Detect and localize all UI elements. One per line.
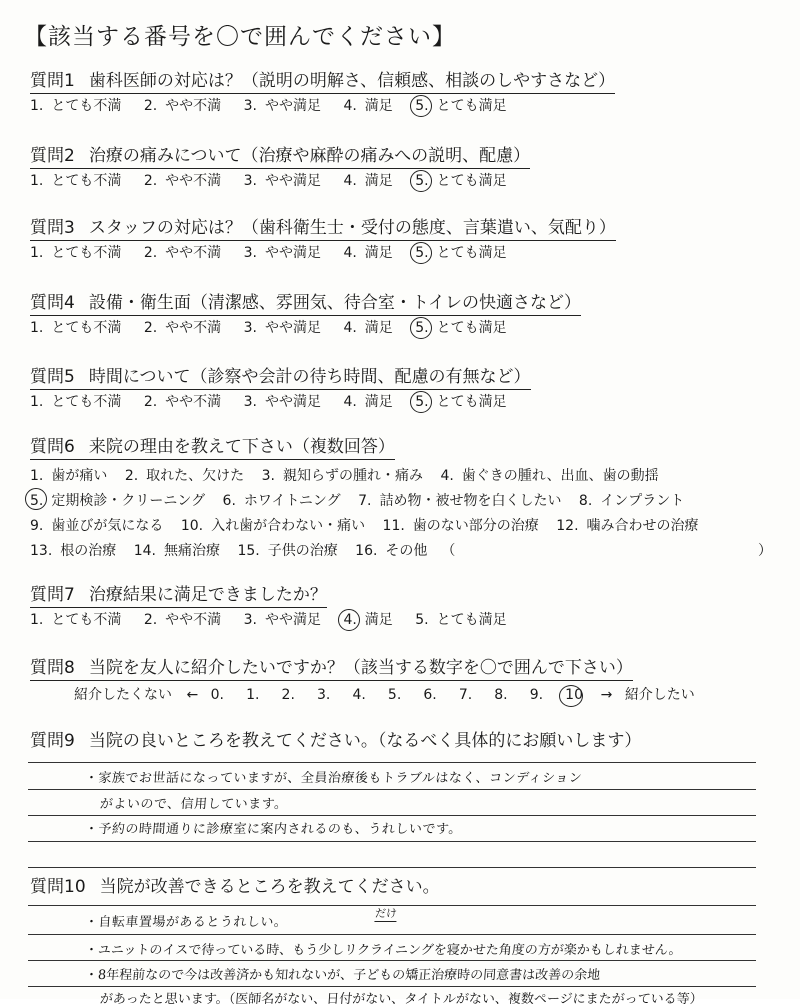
question-2-heading: [30, 145, 530, 169]
question-1-heading: [30, 70, 615, 94]
option-1[interactable]: 1. とても不満: [30, 320, 122, 336]
reason-12[interactable]: 12. 噛み合わせの治療: [556, 518, 699, 534]
question-number: 質問1: [30, 71, 75, 91]
question-6: [30, 436, 772, 564]
rating-options: [30, 243, 616, 263]
handwritten-answer-line: ・ユニットのイスで待っている時、もう少しリクライニングを寝かせた角度の方が楽かもしれません。: [84, 943, 683, 958]
handwritten-answer-line: ・家族でお世話になっていますが、全員治療後もトラブルはなく、コンディション: [84, 771, 583, 786]
scale-point-1[interactable]: 1.: [246, 687, 260, 703]
answer-line: [28, 789, 756, 790]
question-3: [30, 217, 616, 263]
scale-point-3[interactable]: 3.: [317, 687, 331, 703]
question-3-heading: [30, 217, 616, 241]
question-number: 質問3: [30, 218, 75, 238]
reason-7[interactable]: 7. 詰め物・被せ物を白くしたい: [358, 493, 562, 509]
scale-point-7[interactable]: 7.: [458, 687, 473, 703]
option-3[interactable]: 3. やや満足: [243, 394, 321, 410]
reason-9[interactable]: 9. 歯並びが気になる: [30, 518, 164, 534]
option-5[interactable]: 5. とても満足: [415, 612, 507, 628]
question-6-heading: [30, 436, 395, 460]
question-text: 来院の理由を教えて下さい（複数回答）: [88, 437, 395, 457]
question-7: [30, 584, 525, 630]
option-2[interactable]: 2. やや不満: [143, 320, 222, 336]
question-number: 質問9: [30, 731, 75, 751]
option-3[interactable]: 3. やや満足: [243, 245, 321, 261]
question-text: 当院の良いところを教えてください。（なるべく具体的にお願いします）: [88, 731, 642, 751]
option-3[interactable]: 3. やや満足: [243, 98, 321, 114]
scale-point-6[interactable]: 6.: [423, 687, 437, 703]
option-4[interactable]: 4. 満足: [343, 320, 393, 336]
handwritten-answer-line: ・8年程前なので今は改善済かも知れないが、子どもの矯正治療時の同意書は改善の余地: [84, 968, 601, 983]
reason-10[interactable]: 10. 入れ歯が合わない・痛い: [180, 518, 366, 534]
option-5-circled[interactable]: 5. とても満足: [415, 320, 507, 336]
other-paren-close: ）: [758, 543, 772, 559]
question-text: 治療の痛みについて（治療や麻酔の痛みへの説明、配慮）: [88, 146, 531, 166]
rating-options: [30, 318, 581, 338]
option-4[interactable]: 4. 満足: [343, 245, 393, 261]
question-5: [30, 366, 531, 412]
reason-options: [30, 464, 772, 564]
scale-point-10-circled[interactable]: 10: [565, 687, 596, 703]
scale-point-2[interactable]: 2.: [281, 687, 295, 703]
scale-left-label: 紹介したくない: [74, 687, 172, 703]
reason-4[interactable]: 4. 歯ぐきの腫れ、出血、歯の動揺: [440, 468, 659, 484]
answer-line: [28, 762, 756, 763]
rating-options: [30, 392, 531, 412]
question-number: 質問8: [30, 658, 75, 678]
question-5-heading: [30, 366, 531, 390]
option-1[interactable]: 1. とても不満: [30, 245, 122, 261]
left-arrow-icon: ←: [186, 687, 199, 703]
question-9-heading: [30, 730, 641, 753]
reason-5-circled[interactable]: 5. 定期検診・クリーニング: [30, 489, 205, 514]
option-2[interactable]: 2. やや不満: [143, 245, 222, 261]
answer-line: [28, 934, 756, 935]
question-4-heading: [30, 292, 581, 316]
question-text: 設備・衛生面（清潔感、雰囲気、待合室・トイレの快適さなど）: [88, 293, 581, 313]
question-text: 歯科医師の対応は？（説明の明解さ、信頼感、相談のしやすさなど）: [88, 71, 616, 91]
option-2[interactable]: 2. やや不満: [143, 173, 222, 189]
rating-options: [30, 610, 525, 630]
option-2[interactable]: 2. やや不満: [143, 612, 222, 628]
question-10-heading: [30, 876, 440, 899]
reason-row-4: [30, 539, 772, 564]
question-number: 質問5: [30, 367, 75, 387]
question-2: [30, 145, 530, 191]
answer-line: [28, 867, 756, 868]
reason-row-2: [30, 489, 712, 514]
question-number: 質問10: [30, 877, 86, 897]
answer-line: [28, 960, 756, 961]
reason-2[interactable]: 2. 取れた、欠けた: [124, 468, 245, 484]
reason-row-3: [30, 514, 712, 539]
handwritten-answer-line: ・自転車置場があるとうれしい。: [84, 915, 288, 930]
other-paren-open: （: [441, 543, 456, 559]
question-10: [30, 876, 440, 899]
question-8: [30, 657, 633, 681]
option-3[interactable]: 3. やや満足: [243, 320, 321, 336]
reason-13[interactable]: 13. 根の治療: [30, 543, 117, 559]
page-title: 【該当する番号を〇で囲んでください】: [24, 24, 456, 50]
option-5-circled[interactable]: 5. とても満足: [415, 98, 507, 114]
option-1[interactable]: 1. とても不満: [30, 173, 122, 189]
option-1[interactable]: 1. とても不満: [30, 394, 122, 410]
rating-options: [30, 96, 615, 116]
reason-14[interactable]: 14. 無痛治療: [133, 543, 220, 559]
rating-options: [30, 171, 530, 191]
scale-point-0[interactable]: 0.: [210, 687, 224, 703]
reason-15[interactable]: 15. 子供の治療: [237, 543, 338, 559]
reason-row-1: [30, 464, 712, 489]
handwritten-answer-line: がよいので、信用しています。: [99, 797, 289, 812]
answer-line: [28, 815, 756, 816]
reason-6[interactable]: 6. ホワイトニング: [222, 493, 341, 509]
question-4: [30, 292, 581, 338]
option-2[interactable]: 2. やや不満: [143, 394, 222, 410]
question-number: 質問6: [30, 437, 75, 457]
question-text: 時間について（診察や会計の待ち時間、配慮の有無など）: [88, 367, 531, 387]
question-number: 質問2: [30, 146, 75, 166]
option-4[interactable]: 4. 満足: [343, 173, 393, 189]
scale-point-4[interactable]: 4.: [352, 687, 366, 703]
question-1: [30, 70, 615, 116]
question-text: 当院を友人に紹介したいですか？（該当する数字を〇で囲んで下さい）: [88, 658, 633, 678]
reason-1[interactable]: 1. 歯が痛い: [30, 468, 108, 484]
question-text: スタッフの対応は？（歯科衛生士・受付の態度、言葉遣い、気配り）: [88, 218, 616, 238]
scale-point-5[interactable]: 5.: [387, 687, 402, 703]
option-3[interactable]: 3. やや満足: [243, 173, 321, 189]
handwritten-answer-line: があったと思います。（医師名がない、日付がない、タイトルがない、複数ページにまたがっている等）: [99, 992, 704, 1007]
option-5-circled[interactable]: 5. とても満足: [415, 394, 507, 410]
answer-line: [28, 986, 756, 987]
reason-8[interactable]: 8. インプラント: [578, 493, 685, 509]
option-5-circled[interactable]: 5. とても満足: [415, 173, 507, 189]
option-4[interactable]: 4. 満足: [343, 394, 393, 410]
reason-16[interactable]: 16. その他 （: [355, 543, 456, 559]
option-1[interactable]: 1. とても不満: [30, 612, 122, 628]
handwritten-answer-line: ・予約の時間通りに診療室に案内されるのも、うれしいです。: [84, 822, 463, 837]
inserted-correction: だけ: [374, 907, 398, 920]
option-4[interactable]: 4. 満足: [343, 98, 393, 114]
right-arrow-icon: →: [600, 687, 613, 703]
recommend-scale: [74, 684, 705, 704]
question-number: 質問4: [30, 293, 75, 313]
option-3[interactable]: 3. やや満足: [243, 612, 321, 628]
scale-point-9[interactable]: 9.: [529, 687, 544, 703]
question-number: 質問7: [30, 585, 75, 605]
question-9: [30, 730, 641, 753]
question-8-heading: [30, 657, 633, 681]
option-4-circled[interactable]: 4. 満足: [343, 612, 393, 628]
question-text: 当院が改善できるところを教えてください。: [99, 877, 440, 897]
option-1[interactable]: 1. とても不満: [30, 98, 122, 114]
question-7-heading: [30, 584, 327, 608]
answer-line: [28, 841, 756, 842]
reason-11[interactable]: 11. 歯のない部分の治療: [382, 518, 539, 534]
question-text: 治療結果に満足できましたか？: [88, 585, 327, 605]
reason-3[interactable]: 3. 親知らずの腫れ・痛み: [261, 468, 423, 484]
option-5-circled[interactable]: 5. とても満足: [415, 245, 507, 261]
scale-point-8[interactable]: 8.: [494, 687, 508, 703]
scale-right-label: 紹介したい: [624, 687, 695, 703]
option-2[interactable]: 2. やや不満: [143, 98, 222, 114]
